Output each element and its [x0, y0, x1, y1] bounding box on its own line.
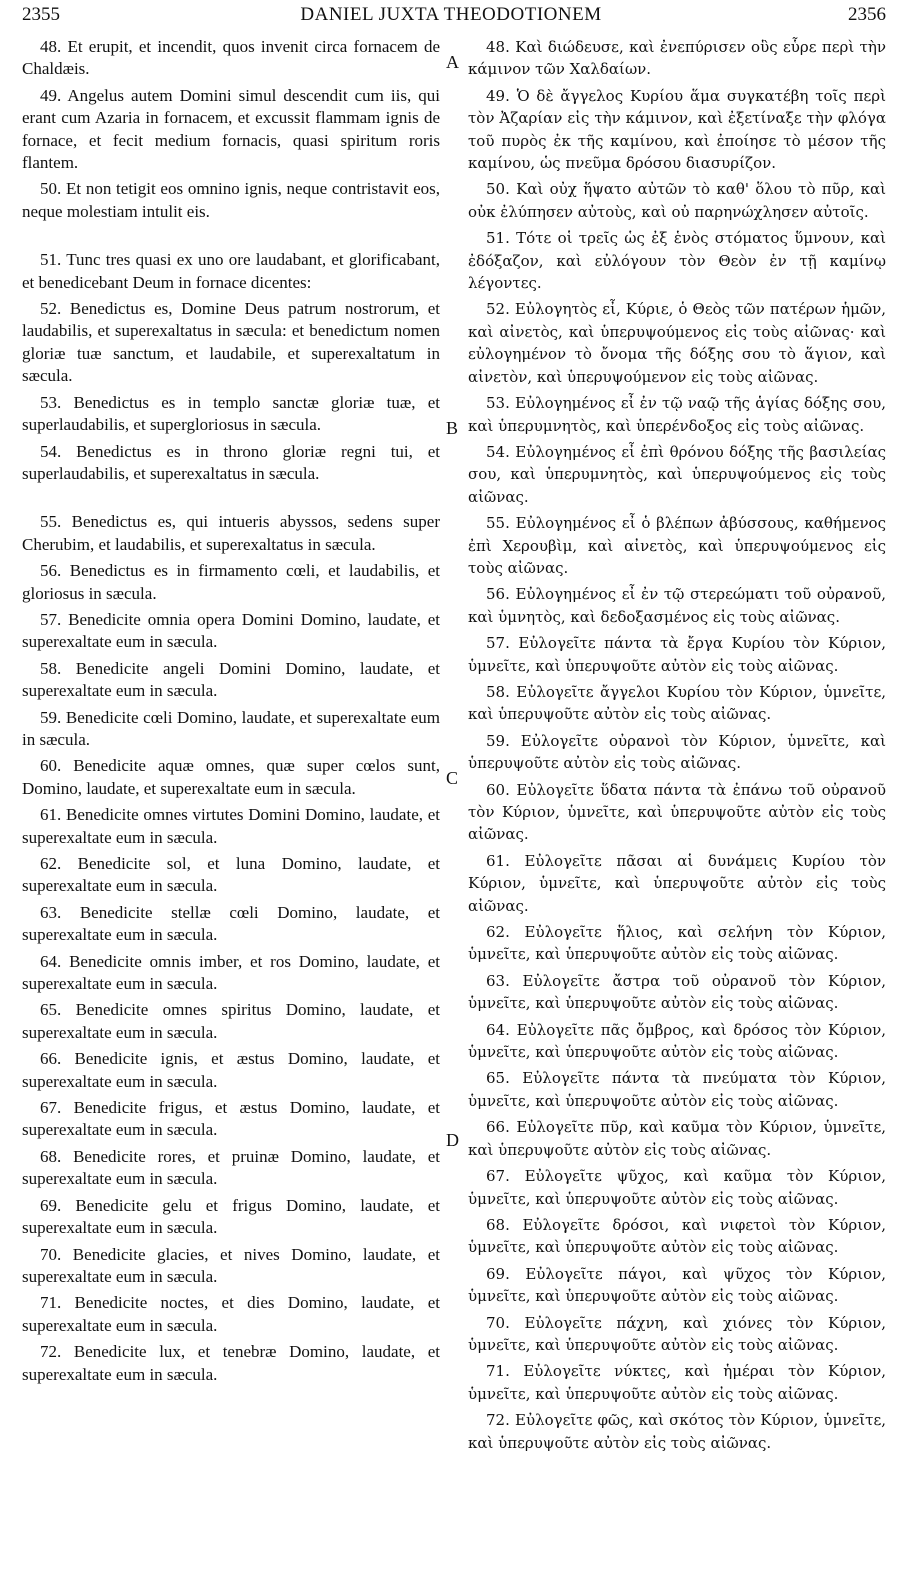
greek-verse: 69. Εὐλογεῖτε πάγοι, καὶ ψῦχος τὸν Κύριον, ὑμνεῖτε, καὶ ὑπερυψοῦτε αὐτὸν εἰς τοὺς αἰῶνας. [468, 1264, 886, 1306]
margin-marker-a: A [446, 52, 459, 72]
latin-verse: 52. Benedictus es, Domine Deus patrum nostrorum, et laudabilis, et superexaltatus in sæcula: et benedictum nomen gloriæ tuæ sanctum, et laudabile, et superexaltatum in sæcula. [22, 299, 440, 386]
latin-verse: 48. Et erupit, et incendit, quos invenit circa fornacem de Chaldæis. [22, 37, 440, 79]
latin-verse: 51. Tunc tres quasi ex uno ore laudabant, et glorificabant, et benedicebant Deum in fornace dicentes: [22, 250, 440, 292]
greek-verse: 67. Εὐλογεῖτε ψῦχος, καὶ καῦμα τὸν Κύριον, ὑμνεῖτε, καὶ ὑπερυψοῦτε αὐτὸν εἰς τοὺς αἰῶνας. [468, 1167, 886, 1208]
page-number-right: 2356 [848, 4, 886, 25]
margin-marker-d: D [446, 1130, 459, 1150]
greek-verse: 61. Εὐλογεῖτε πᾶσαι αἱ δυνάμεις Κυρίου τὸν Κύριον, ὑμνεῖτε, καὶ ὑπερυψοῦτε αὐτὸν εἰς τοὺς αἰῶνας. [468, 851, 886, 915]
greek-verse: 53. Εὐλογημένος εἶ ἐν τῷ ναῷ τῆς ἁγίας δόξης σου, καὶ ὑπερυμνητὸς, καὶ ὑπερένδοξος εἰς τοὺς αἰῶνας. [468, 394, 886, 435]
running-title: DANIEL JUXTA THEODOTIONEM [300, 4, 602, 25]
greek-verse: 70. Εὐλογεῖτε πάχνη, καὶ χιόνες τὸν Κύριον, ὑμνεῖτε, καὶ ὑπερυψοῦτε αὐτὸν εἰς τοὺς αἰῶνας. [468, 1313, 886, 1354]
greek-verse: 51. Τότε οἱ τρεῖς ὡς ἐξ ἑνὸς στόματος ὕμνουν, καὶ ἐδόξαζον, καὶ εὐλόγουν τὸν Θεὸν ἐν τῇ καμίνῳ λέγοντες. [468, 229, 886, 293]
latin-verse: 58. Benedicite angeli Domini Domino, laudate, et superexaltate eum in sæcula. [22, 658, 440, 701]
greek-verse: 55. Εὐλογημένος εἶ ὁ βλέπων ἀβύσσους, καθήμενος ἐπὶ Χερουβὶμ, καὶ αἰνετὸς, καὶ ὑπερυψούμενος εἰς τοὺς αἰῶνας. [468, 514, 886, 577]
latin-verse: 62. Benedicite sol, et luna Domino, laudate, et superexaltate eum in sæcula. [22, 854, 440, 896]
greek-verse: 72. Εὐλογεῖτε φῶς, καὶ σκότος τὸν Κύριον, ὑμνεῖτε, καὶ ὑπερυψοῦτε αὐτὸν εἰς τοὺς αἰῶνας. [468, 1411, 886, 1452]
greek-verse: 59. Εὐλογεῖτε οὐρανοὶ τὸν Κύριον, ὑμνεῖτε, καὶ ὑπερυψοῦτε αὐτὸν εἰς τοὺς αἰῶνας. [468, 731, 886, 773]
latin-verse: 68. Benedicite rores, et pruinæ Domino, laudate, et superexaltate eum in sæcula. [22, 1146, 440, 1189]
latin-verse: 65. Benedicite omnes spiritus Domino, laudate, et superexaltate eum in sæcula. [22, 1000, 440, 1042]
greek-verse: 52. Εὐλογητὸς εἶ, Κύριε, ὁ Θεὸς τῶν πατέρων ἡμῶν, καὶ αἰνετὸς, καὶ ὑπερυψούμενος εἰς τοὺς αἰῶνας· καὶ εὐλογημένον τὸ ὄνομα τῆς δόξης σου τὸ ἅγιον, καὶ αἰνετὸν, καὶ ὑπερυψούμενον εἰς τοὺς αἰῶνας. [468, 300, 886, 386]
latin-verse: 59. Benedicite cœli Domino, laudate, et superexaltate eum in sæcula. [22, 707, 440, 749]
latin-verse: 69. Benedicite gelu et frigus Domino, laudate, et superexaltate eum in sæcula. [22, 1195, 440, 1238]
margin-marker-b: B [446, 418, 459, 438]
latin-verse: 64. Benedicite omnis imber, et ros Domino, laudate, et superexaltate eum in sæcula. [22, 951, 440, 994]
greek-verse: 63. Εὐλογεῖτε ἄστρα τοῦ οὐρανοῦ τὸν Κύριον, ὑμνεῖτε, καὶ ὑπερυψοῦτε αὐτὸν εἰς τοὺς αἰῶνας. [468, 971, 886, 1013]
greek-verse: 68. Εὐλογεῖτε δρόσοι, καὶ νιφετοὶ τὸν Κύριον, ὑμνεῖτε, καὶ ὑπερυψοῦτε αὐτὸν εἰς τοὺς αἰῶνας. [468, 1215, 886, 1257]
latin-verse: 57. Benedicite omnia opera Domini Domino, laudate, et superexaltate eum in sæcula. [22, 609, 440, 652]
latin-verse: 63. Benedicite stellæ cœli Domino, laudate, et superexaltate eum in sæcula. [22, 902, 440, 945]
latin-column [22, 36, 440, 1390]
latin-verse: 70. Benedicite glacies, et nives Domino, laudate, et superexaltate eum in sæcula. [22, 1244, 440, 1286]
latin-verse: 53. Benedictus es in templo sanctæ gloriæ tuæ, et superlaudabilis, et supergloriosus in sæcula. [22, 392, 440, 435]
greek-verse: 56. Εὐλογημένος εἶ ἐν τῷ στερεώματι τοῦ οὐρανοῦ, καὶ ὑμνητὸς, καὶ δεδοξασμένος εἰς τοὺς αἰῶνας. [468, 585, 886, 626]
page-header [0, 0, 902, 36]
latin-verse: 72. Benedicite lux, et tenebræ Domino, laudate, et superexaltate eum in sæcula. [22, 1342, 440, 1384]
greek-verse: 48. Καὶ διώδευσε, καὶ ἐνεπύρισεν οὓς εὗρε περὶ τὴν κάμινον τῶν Χαλδαίων. [468, 38, 886, 79]
latin-verse: 66. Benedicite ignis, et æstus Domino, laudate, et superexaltate eum in sæcula. [22, 1049, 440, 1091]
margin-marker-c: C [446, 768, 459, 788]
greek-verse: 66. Εὐλογεῖτε πῦρ, καὶ καῦμα τὸν Κύριον, ὑμνεῖτε, καὶ ὑπερυψοῦτε αὐτὸν εἰς τοὺς αἰῶνας. [468, 1118, 886, 1159]
latin-verse: 54. Benedictus es in throno gloriæ regni tui, et superlaudabilis, et superexaltatus in sæcula. [22, 441, 440, 483]
latin-verse: 67. Benedicite frigus, et æstus Domino, laudate, et superexaltate eum in sæcula. [22, 1098, 440, 1140]
greek-verse: 58. Εὐλογεῖτε ἄγγελοι Κυρίου τὸν Κύριον, ὑμνεῖτε, καὶ ὑπερυψοῦτε αὐτὸν εἰς τοὺς αἰῶνας. [468, 682, 886, 724]
greek-verse: 65. Εὐλογεῖτε πάντα τὰ πνεύματα τὸν Κύριον, ὑμνεῖτε, καὶ ὑπερυψοῦτε αὐτὸν εἰς τοὺς αἰῶνας. [468, 1069, 886, 1110]
page-number-left: 2355 [22, 4, 60, 25]
greek-verse: 50. Καὶ οὐχ ἥψατο αὐτῶν τὸ καθ' ὅλου τὸ πῦρ, καὶ οὐκ ἐλύπησεν αὐτοὺς, καὶ οὐ παρηνώχλησεν αὐτοῖς. [468, 180, 886, 221]
latin-verse: 56. Benedictus es in firmamento cœli, et laudabilis, et gloriosus in sæcula. [22, 561, 440, 603]
latin-verse: 60. Benedicite aquæ omnes, quæ super cœlos sunt, Domino, laudate, et superexaltate eum in sæcula. [22, 756, 440, 798]
greek-verse: 71. Εὐλογεῖτε νύκτες, καὶ ἡμέραι τὸν Κύριον, ὑμνεῖτε, καὶ ὑπερυψοῦτε αὐτὸν εἰς τοὺς αἰῶνας. [468, 1362, 886, 1403]
latin-verse: 71. Benedicite noctes, et dies Domino, laudate, et superexaltate eum in sæcula. [22, 1293, 440, 1335]
greek-verse: 62. Εὐλογεῖτε ἥλιος, καὶ σελήνη τὸν Κύριον, ὑμνεῖτε, καὶ ὑπερυψοῦτε αὐτὸν εἰς τοὺς αἰῶνας. [468, 923, 886, 964]
latin-verse: 61. Benedicite omnes virtutes Domini Domino, laudate, et superexaltate eum in sæcula. [22, 805, 440, 847]
greek-verse: 64. Εὐλογεῖτε πᾶς ὄμβρος, καὶ δρόσος τὸν Κύριον, ὑμνεῖτε, καὶ ὑπερυψοῦτε αὐτὸν εἰς τοὺς αἰῶνας. [468, 1020, 886, 1062]
greek-verse: 49. Ὁ δὲ ἄγγελος Κυρίου ἅμα συγκατέβη τοῖς περὶ τὸν Ἀζαρίαν εἰς τὴν κάμινον, καὶ ἐξετίναξε τὴν φλόγα τοῦ πυρὸς ἐκ τῆς καμίνου, καὶ ἐποίησε τὸ μέσον τῆς καμίνου, ὡς πνεῦμα δρόσου διασυρίζον. [468, 86, 886, 173]
greek-column [468, 36, 886, 1458]
greek-verse: 54. Εὐλογημένος εἶ ἐπὶ θρόνου δόξης τῆς βασιλείας σου, καὶ ὑπερυμνητὸς, καὶ ὑπερυψούμενος εἰς τοὺς αἰῶνας. [468, 442, 886, 506]
greek-verse: 60. Εὐλογεῖτε ὕδατα πάντα τὰ ἐπάνω τοῦ οὐρανοῦ τὸν Κύριον, ὑμνεῖτε, καὶ ὑπερυψοῦτε αὐτὸν εἰς τοὺς αἰῶνας. [468, 780, 886, 844]
latin-verse: 49. Angelus autem Domini simul descendit cum iis, qui erant cum Azaria in fornacem, et excussit flammam ignis de fornace, et fecit medium fornacis, quasi spiritum roris flantem. [22, 85, 440, 173]
latin-verse: 55. Benedictus es, qui intueris abyssos, sedens super Cherubim, et laudabilis, et superexaltatus in sæcula. [22, 512, 440, 554]
greek-verse: 57. Εὐλογεῖτε πάντα τὰ ἔργα Κυρίου τὸν Κύριον, ὑμνεῖτε, καὶ ὑπερυψοῦτε αὐτὸν εἰς τοὺς αἰῶνας. [468, 634, 886, 675]
latin-verse: 50. Et non tetigit eos omnino ignis, neque contristavit eos, neque molestiam intulit eis. [22, 179, 440, 221]
